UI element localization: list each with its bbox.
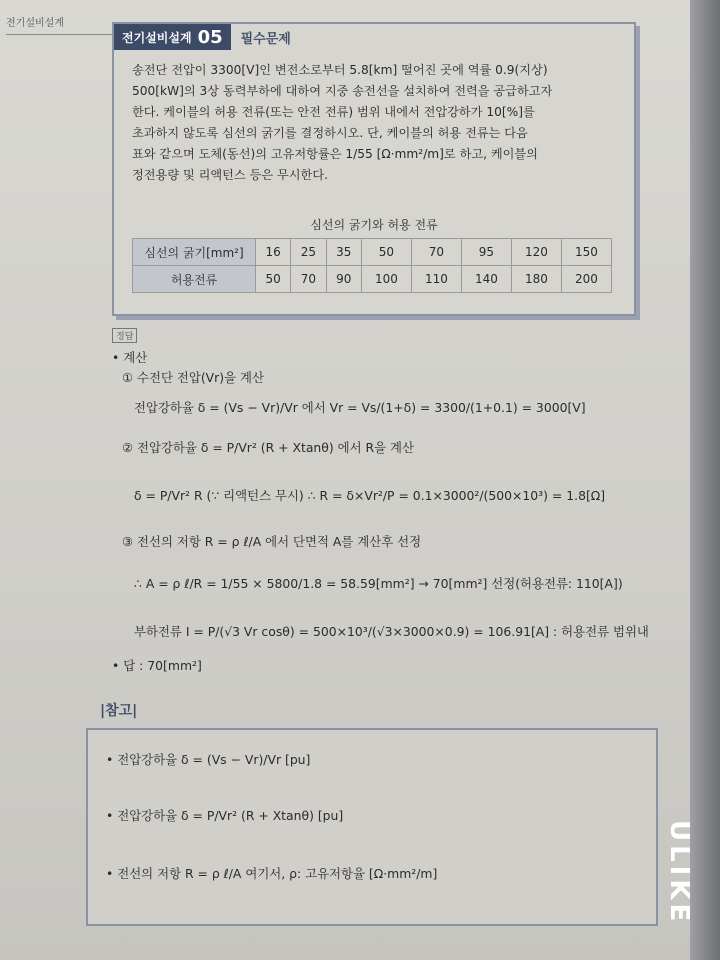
table-title: 심선의 굵기와 허용 전류 bbox=[310, 218, 438, 232]
problem-tag-label: 필수문제 bbox=[240, 31, 291, 47]
problem-line: 한다. 케이블의 허용 전류(또는 안전 전류) 범위 내에서 전압강하가 10[%]를 bbox=[132, 105, 535, 119]
step1-title: ① 수전단 전압(Vr)을 계산 bbox=[122, 370, 264, 385]
table-cell: 95 bbox=[461, 239, 511, 266]
table-cell: 50 bbox=[361, 239, 411, 266]
table-row bbox=[133, 266, 612, 293]
table-row-header: 허용전류 bbox=[133, 266, 256, 293]
reference-box bbox=[86, 728, 658, 926]
watermark-logo: ULIKE bbox=[664, 820, 694, 926]
problem-line: 송전단 전압이 3300[V]인 변전소로부터 5.8[km] 떨어진 곳에 역률 0.9(지상) bbox=[132, 63, 548, 77]
problem-line: 정전용량 및 리액턴스 등은 무시한다. bbox=[132, 168, 328, 182]
table-cell: 70 bbox=[411, 239, 461, 266]
table-cell: 150 bbox=[561, 239, 611, 266]
table-cell: 25 bbox=[291, 239, 326, 266]
calc-label: • 계산 bbox=[112, 350, 148, 365]
table-row bbox=[133, 239, 612, 266]
table-cell: 16 bbox=[256, 239, 291, 266]
running-header: 전기설비설계 bbox=[6, 18, 64, 29]
answer-tag: 정답 bbox=[112, 328, 137, 343]
table-cell: 110 bbox=[411, 266, 461, 293]
step2-equation: δ = P/Vr² R (∵ 리액턴스 무시) ∴ R = δ×Vr²/P = 0.1×3000²/(500×10³) = 1.8[Ω] bbox=[134, 488, 606, 503]
table-cell: 90 bbox=[326, 266, 361, 293]
problem-line: 표와 같으며 도체(동선)의 고유저항률은 1/55 [Ω·mm²/m]로 하고, 케이블의 bbox=[132, 147, 538, 161]
step2-title: ② 전압강하율 δ = P/Vr² (R + Xtanθ) 에서 R을 계산 bbox=[122, 440, 414, 455]
table-cell: 100 bbox=[361, 266, 411, 293]
table-cell: 140 bbox=[461, 266, 511, 293]
table-cell: 70 bbox=[291, 266, 326, 293]
step3-equation: ∴ A = ρ ℓ/R = 1/55 × 5800/1.8 = 58.59[mm²] → 70[mm²] 선정(허용전류: 110[A]) bbox=[134, 576, 623, 591]
problem-body bbox=[132, 60, 622, 186]
step3-title: ③ 전선의 저항 R = ρ ℓ/A 에서 단면적 A를 계산후 선정 bbox=[122, 534, 422, 549]
load-current-equation: 부하전류 I = P/(√3 Vr cosθ) = 500×10³/(√3×3000×0.9) = 106.91[A] : 허용전류 범위내 bbox=[134, 624, 649, 639]
reference-line: • 전압강하율 δ = P/Vr² (R + Xtanθ) [pu] bbox=[106, 808, 344, 823]
table-cell: 35 bbox=[326, 239, 361, 266]
table-row-header: 심선의 굵기[mm²] bbox=[133, 239, 256, 266]
step1-equation: 전압강하율 δ = (Vs − Vr)/Vr 에서 Vr = Vs/(1+δ) = 3300/(1+0.1) = 3000[V] bbox=[134, 400, 586, 415]
header-rule bbox=[6, 34, 116, 35]
table-cell: 200 bbox=[561, 266, 611, 293]
reference-title: |참고| bbox=[100, 703, 138, 719]
reference-line: • 전선의 저항 R = ρ ℓ/A 여기서, ρ: 고유저항율 [Ω·mm²/m] bbox=[106, 866, 438, 881]
table-cell: 120 bbox=[511, 239, 561, 266]
problem-tag-badge bbox=[114, 24, 231, 50]
table-cell: 50 bbox=[256, 266, 291, 293]
problem-tag bbox=[114, 24, 291, 50]
problem-tag-title: 전기설비설계 bbox=[122, 30, 192, 45]
table-cell: 180 bbox=[511, 266, 561, 293]
problem-line: 초과하지 않도록 심선의 굵기를 결정하시오. 단, 케이블의 허용 전류는 다음 bbox=[132, 126, 528, 140]
final-answer: • 답 : 70[mm²] bbox=[112, 658, 202, 673]
problem-line: 500[kW]의 3상 동력부하에 대하여 지중 송전선을 설치하여 전력을 공급하고자 bbox=[132, 84, 553, 98]
reference-line: • 전압강하율 δ = (Vs − Vr)/Vr [pu] bbox=[106, 752, 311, 767]
problem-number: 05 bbox=[197, 26, 223, 48]
problem-box bbox=[112, 22, 636, 316]
ampacity-table bbox=[132, 238, 612, 293]
page-edge-shadow bbox=[690, 0, 720, 960]
